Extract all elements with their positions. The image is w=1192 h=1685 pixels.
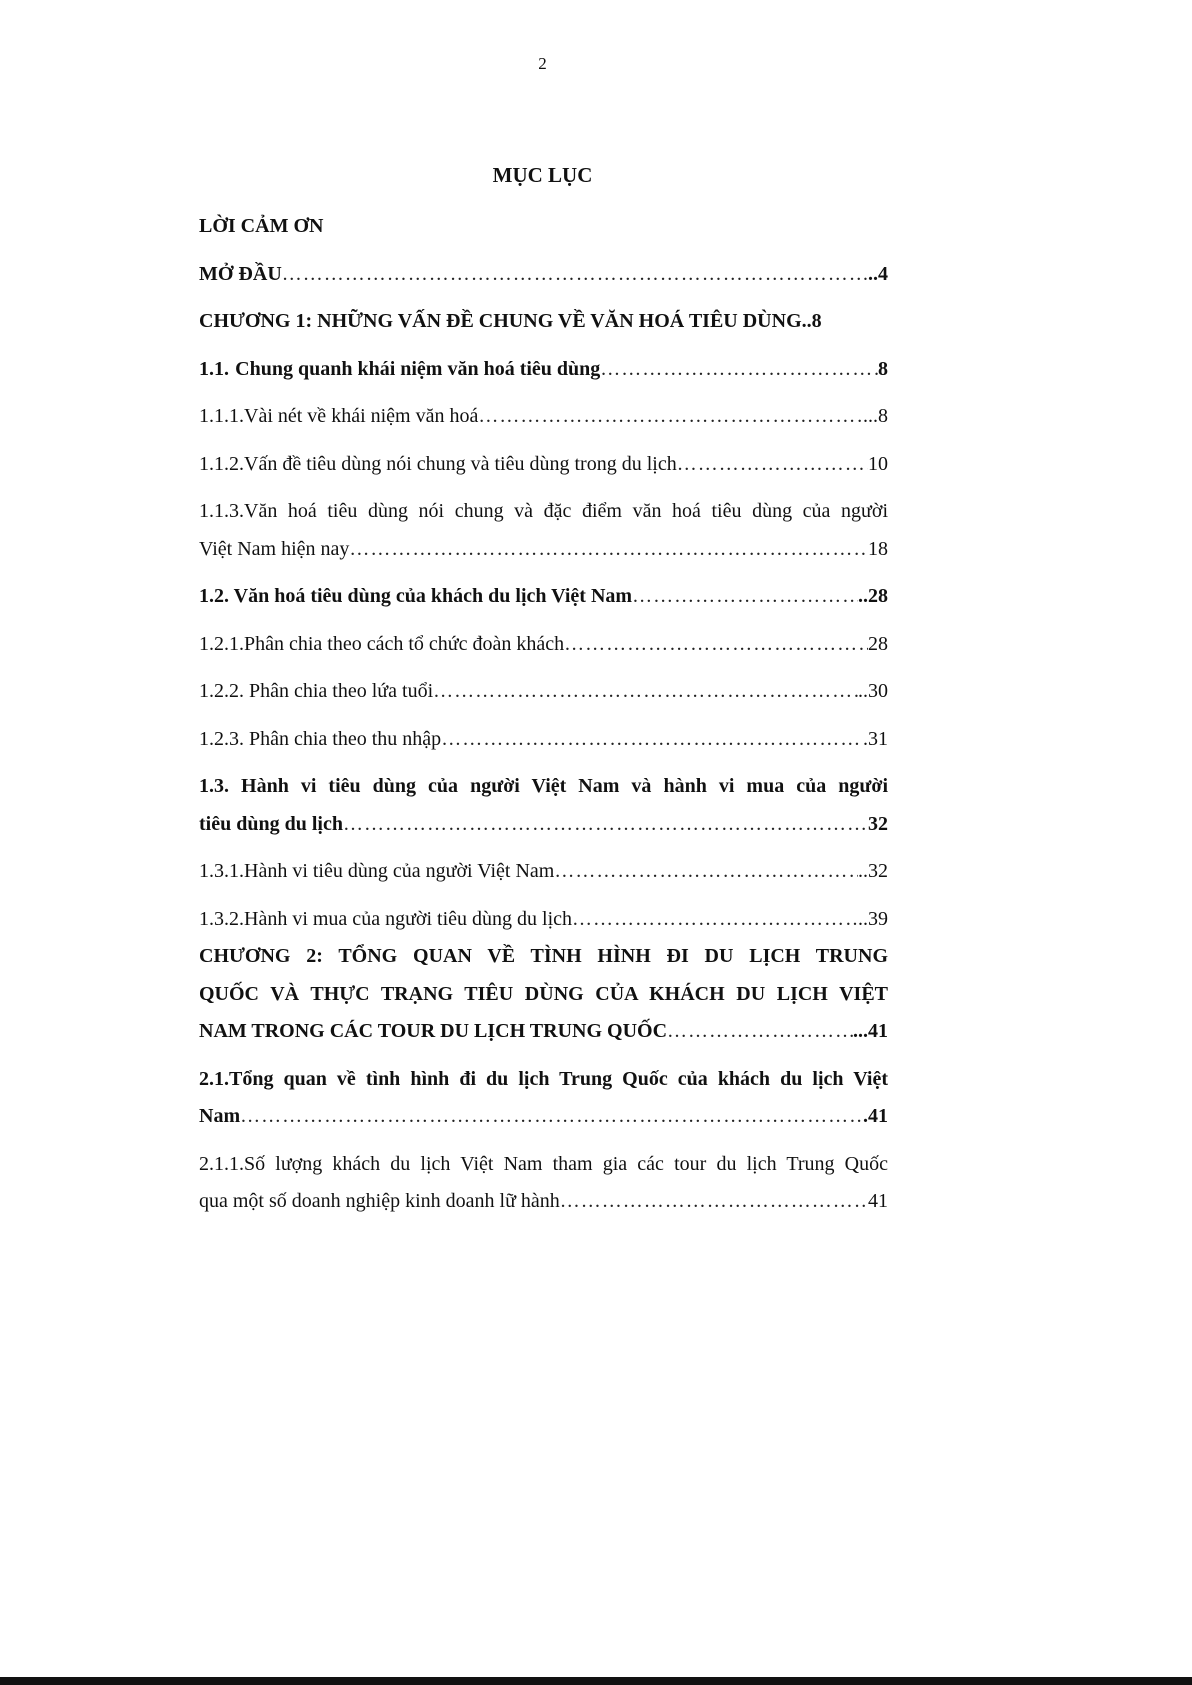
- dot-leader: [677, 446, 868, 484]
- dot-leader: [240, 1098, 863, 1136]
- toc-entry-text: 1.1.2.Vấn đề tiêu dùng nói chung và tiêu dùng trong du lịch: [199, 452, 677, 475]
- toc-page-number: .41: [863, 1105, 888, 1127]
- toc-entry-text: Chung quanh khái niệm văn hoá tiêu dùng: [235, 357, 601, 380]
- toc-entry-1-2[interactable]: [199, 578, 888, 616]
- toc-entry-text: MỞ ĐẦU: [199, 262, 282, 285]
- toc-page-number: .31: [863, 727, 888, 750]
- dot-leader: [478, 398, 863, 436]
- dot-leader: [632, 578, 858, 616]
- toc-entry-text: tiêu dùng du lịch: [199, 812, 343, 835]
- dot-leader: [441, 721, 863, 759]
- toc-entry-1-1-1[interactable]: [199, 398, 888, 436]
- toc-entry-text: CHƯƠNG 1: NHỮNG VẤN ĐỀ CHUNG VỀ VĂN HOÁ TIÊU DÙNG: [199, 310, 802, 332]
- toc-entry-text: 1.2.1.Phân chia theo cách tổ chức đoàn khách: [199, 632, 565, 655]
- toc-entry-text: NAM TRONG CÁC TOUR DU LỊCH TRUNG QUỐC: [199, 1020, 668, 1042]
- toc-entry-1-2-3[interactable]: [199, 721, 888, 759]
- toc-entry-1-1[interactable]: [199, 351, 888, 389]
- toc-entry-2-1-line2[interactable]: [199, 1098, 888, 1136]
- toc-page-number: 10: [868, 452, 888, 475]
- toc-page-number: 32: [868, 812, 888, 835]
- toc-title: MỤC LỤC: [492, 163, 593, 187]
- dot-leader: [554, 853, 858, 891]
- toc-page-number: ..39: [858, 907, 888, 930]
- toc-entry-2-1-1-line2[interactable]: [199, 1183, 888, 1221]
- table-of-contents: [199, 208, 888, 1221]
- toc-entry-2-1-1-line1[interactable]: 2.1.1.Số lượng khách du lịch Việt Nam tham gia các tour du lịch Trung Quốc: [199, 1152, 888, 1175]
- toc-entry-text: qua một số doanh nghiệp kinh doanh lữ hành: [199, 1190, 560, 1212]
- toc-entry-1-3-2[interactable]: [199, 901, 888, 939]
- toc-entry-text: 1.3.1.Hành vi tiêu dùng của người Việt Nam: [199, 860, 555, 882]
- toc-entry-chuong-2-line2[interactable]: QUỐC VÀ THỰC TRẠNG TIÊU DÙNG CỦA KHÁCH DU LỊCH VIỆT: [199, 982, 888, 1005]
- toc-page-number: ...8: [863, 405, 888, 427]
- dot-leader: [560, 1183, 868, 1221]
- toc-entry-chuong-1[interactable]: [199, 303, 888, 341]
- toc-entry-1-2-1[interactable]: [199, 626, 888, 664]
- toc-entry-text: Việt Nam hiện nay: [199, 537, 350, 560]
- toc-entry-1-1-2[interactable]: [199, 446, 888, 484]
- toc-page-number: ..32: [858, 860, 888, 882]
- toc-entry-text: LỜI CẢM ƠN: [199, 215, 324, 237]
- toc-entry-chuong-2-line3[interactable]: [199, 1013, 888, 1051]
- toc-page-number: 8: [878, 357, 888, 380]
- toc-entry-text: 1.2.3. Phân chia theo thu nhập: [199, 727, 442, 750]
- dot-leader: [564, 626, 868, 664]
- bottom-border: [0, 1677, 1192, 1685]
- toc-page-number: 28: [868, 632, 888, 655]
- toc-entry-mo-dau[interactable]: [199, 256, 888, 294]
- dot-leader: [433, 673, 858, 711]
- dot-leader: [282, 256, 868, 294]
- toc-entry-1-1-3-line2[interactable]: [199, 531, 888, 569]
- toc-entry-number: 1.1.: [199, 357, 229, 380]
- toc-page-number: ..28: [858, 585, 888, 607]
- toc-entry-text: 1.2. Văn hoá tiêu dùng của khách du lịch Việt Nam: [199, 585, 633, 607]
- page-number: 2: [538, 54, 547, 73]
- dot-leader: [343, 806, 868, 844]
- toc-entry-1-3-1[interactable]: [199, 853, 888, 891]
- toc-entry-1-3-line1[interactable]: 1.3. Hành vi tiêu dùng của người Việt Nam và hành vi mua của người: [199, 775, 888, 797]
- toc-page-number: ...41: [853, 1020, 888, 1042]
- toc-page-number: 18: [868, 537, 888, 560]
- dot-leader: [349, 531, 868, 569]
- toc-entry-text: 1.3.2.Hành vi mua của người tiêu dùng du lịch: [199, 907, 573, 930]
- toc-entry-text: 1.2.2. Phân chia theo lứa tuổi: [199, 680, 434, 702]
- toc-page-number: ..8: [801, 310, 822, 332]
- toc-entry-text: 1.1.1.Vài nét về khái niệm văn hoá: [199, 405, 479, 427]
- toc-entry-chuong-2-line1[interactable]: CHƯƠNG 2: TỔNG QUAN VỀ TÌNH HÌNH ĐI DU LỊCH TRUNG: [199, 945, 888, 967]
- dot-leader: [572, 901, 858, 939]
- toc-page-number: 41: [868, 1190, 888, 1212]
- toc-entry-loi-cam-on[interactable]: [199, 208, 888, 246]
- dot-leader: [667, 1013, 853, 1051]
- toc-entry-text: Nam: [199, 1105, 241, 1127]
- toc-entry-1-1-3-line1[interactable]: 1.1.3.Văn hoá tiêu dùng nói chung và đặc điểm văn hoá tiêu dùng của người: [199, 500, 888, 522]
- toc-page-number: ..30: [858, 680, 888, 702]
- toc-entry-2-1-line1[interactable]: 2.1.Tổng quan về tình hình đi du lịch Trung Quốc của khách du lịch Việt: [199, 1067, 888, 1090]
- toc-entry-1-2-2[interactable]: [199, 673, 888, 711]
- toc-page-number: ..4: [868, 262, 888, 285]
- dot-leader: [600, 351, 878, 389]
- toc-entry-1-3-line2[interactable]: [199, 806, 888, 844]
